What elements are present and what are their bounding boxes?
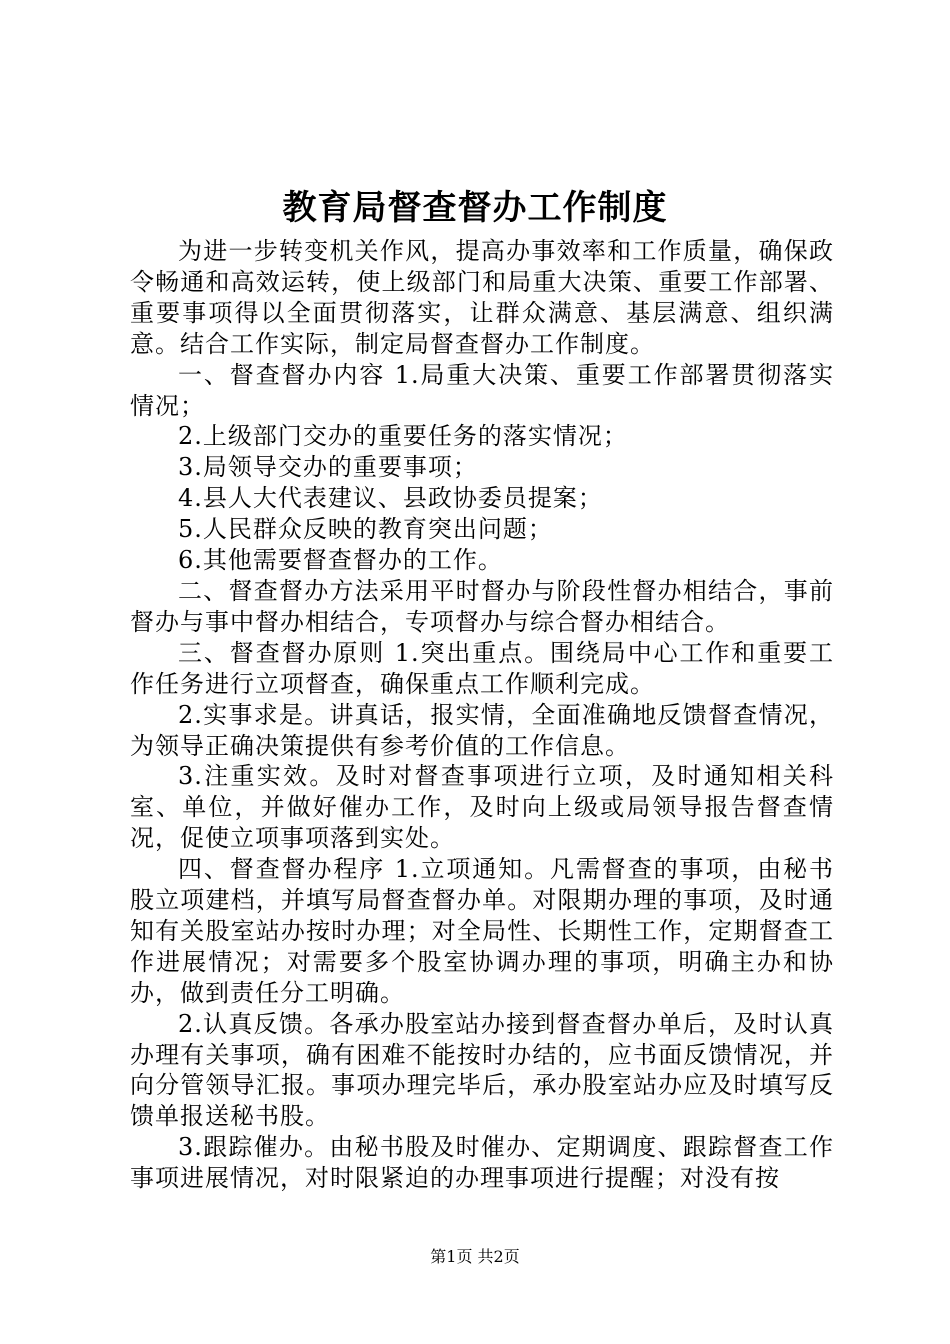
document-body [130, 236, 834, 1194]
paragraph: 4.县人大代表建议、县政协委员提案； [178, 484, 603, 513]
page-footer: 第1页 共2页 [430, 1247, 520, 1266]
paragraph: 2.认真反馈。各承办股室站办接到督查督办单后，及时认真办理有关事项，确有困难不能按时办结的，应书面反馈情况，并向分管领导汇报。事项办理完毕后，承办股室站办应及时填写反馈单报送秘书股。 [130, 1009, 834, 1131]
paragraph: 为进一步转变机关作风，提高办事效率和工作质量，确保政令畅通和高效运转，使上级部门和局重大决策、重要工作部署、重要事项得以全面贯彻落实，让群众满意、基层满意、组织满意。结合工作实际，制定局督查督办工作制度。 [130, 237, 834, 358]
paragraph: 2.实事求是。讲真话，报实情，全面准确地反馈督查情况，为领导正确决策提供有参考价值的工作信息。 [130, 700, 834, 760]
paragraph: 三、督查督办原则 1.突出重点。围绕局中心工作和重要工作任务进行立项督查，确保重点工作顺利完成。 [130, 638, 834, 698]
paragraph: 3.注重实效。及时对督查事项进行立项，及时通知相关科室、单位，并做好催办工作，及时向上级或局领导报告督查情况，促使立项事项落到实处。 [130, 762, 834, 853]
paragraph: 一、督查督办内容 1.局重大决策、重要工作部署贯彻落实情况； [130, 360, 834, 420]
paragraph: 2.上级部门交办的重要任务的落实情况； [178, 422, 628, 451]
paragraph: 3.跟踪催办。由秘书股及时催办、定期调度、跟踪督查工作事项进展情况，对时限紧迫的办理事项进行提醒；对没有按 [130, 1133, 834, 1193]
paragraph: 6.其他需要督查督办的工作。 [178, 546, 503, 575]
paragraph: 3.局领导交办的重要事项； [178, 453, 478, 482]
paragraph: 5.人民群众反映的教育突出问题； [178, 515, 553, 544]
document-title: 教育局督查督办工作制度 [282, 188, 668, 228]
paragraph: 四、督查督办程序 1.立项通知。凡需督查的事项，由秘书股立项建档，并填写局督查督办单。对限期办理的事项，及时通知有关股室站办按时办理；对全局性、长期性工作，定期督查工作进展情况；对需要多个股室协调办理的事项，明确主办和协办，做到责任分工明确。 [130, 855, 834, 1007]
paragraph: 二、督查督办方法采用平时督办与阶段性督办相结合，事前督办与事中督办相结合，专项督办与综合督办相结合。 [130, 576, 834, 636]
